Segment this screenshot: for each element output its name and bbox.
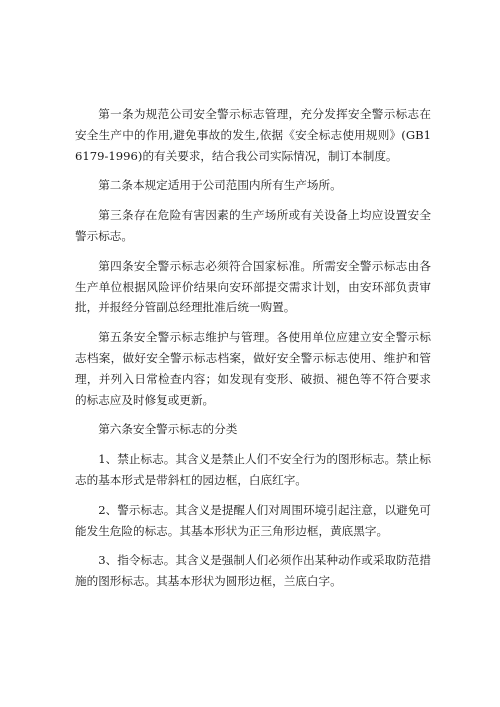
paragraph-prohibition-sign: 1、禁止标志。其含义是禁止人们不安全行为的图形标志。禁止标志的基本形式是带斜杠的园边框，白底红字。 <box>75 452 431 487</box>
paragraph-article-5: 第五条安全警示标志维护与管理。各使用单位应建立安全警示标志档案，做好安全警示标志档案，做好安全警示标志使用、维护和管理，并列入日常检查内容；如发现有变形、破损、褪色等不符合要求的标志应及时修复或更新。 <box>75 330 431 407</box>
document-body <box>75 104 431 601</box>
paragraph-article-6: 第六条安全警示标志的分类 <box>98 422 238 437</box>
paragraph-article-3: 第三条存在危险有害因素的生产场所或有关设备上均应设置安全警示标志。 <box>75 208 431 243</box>
paragraph-article-1: 第一条为规范公司安全警示标志管理，充分发挥安全警示标志在安全生产中的作用,避免事故的发生,依据《安全标志使用规则》(GB16179-1996)的有关要求，结合我公司实际情况，制订本制度。 <box>75 107 431 163</box>
paragraph-mandatory-sign: 3、指令标志。其含义是强制人们必须作出某种动作或采取防范措施的图形标志。其基本形状为圆形边框，兰底白字。 <box>75 553 431 589</box>
paragraph-warning-sign: 2、警示标志。其含义是提醒人们对周围环境引起注意，以避免可能发生危险的标志。其基本形状为正三角形边框，黄底黑字。 <box>75 502 431 538</box>
paragraph-article-2: 第二条本规定适用于公司范围内所有生产场所。 <box>98 178 342 193</box>
paragraph-article-4: 第四条安全警示标志必须符合国家标准。所需安全警示标志由各生产单位根据风险评价结果向安环部提交需求计划，由安环部负责审批，并报经分管副总经理批准后统一购置。 <box>75 258 431 315</box>
